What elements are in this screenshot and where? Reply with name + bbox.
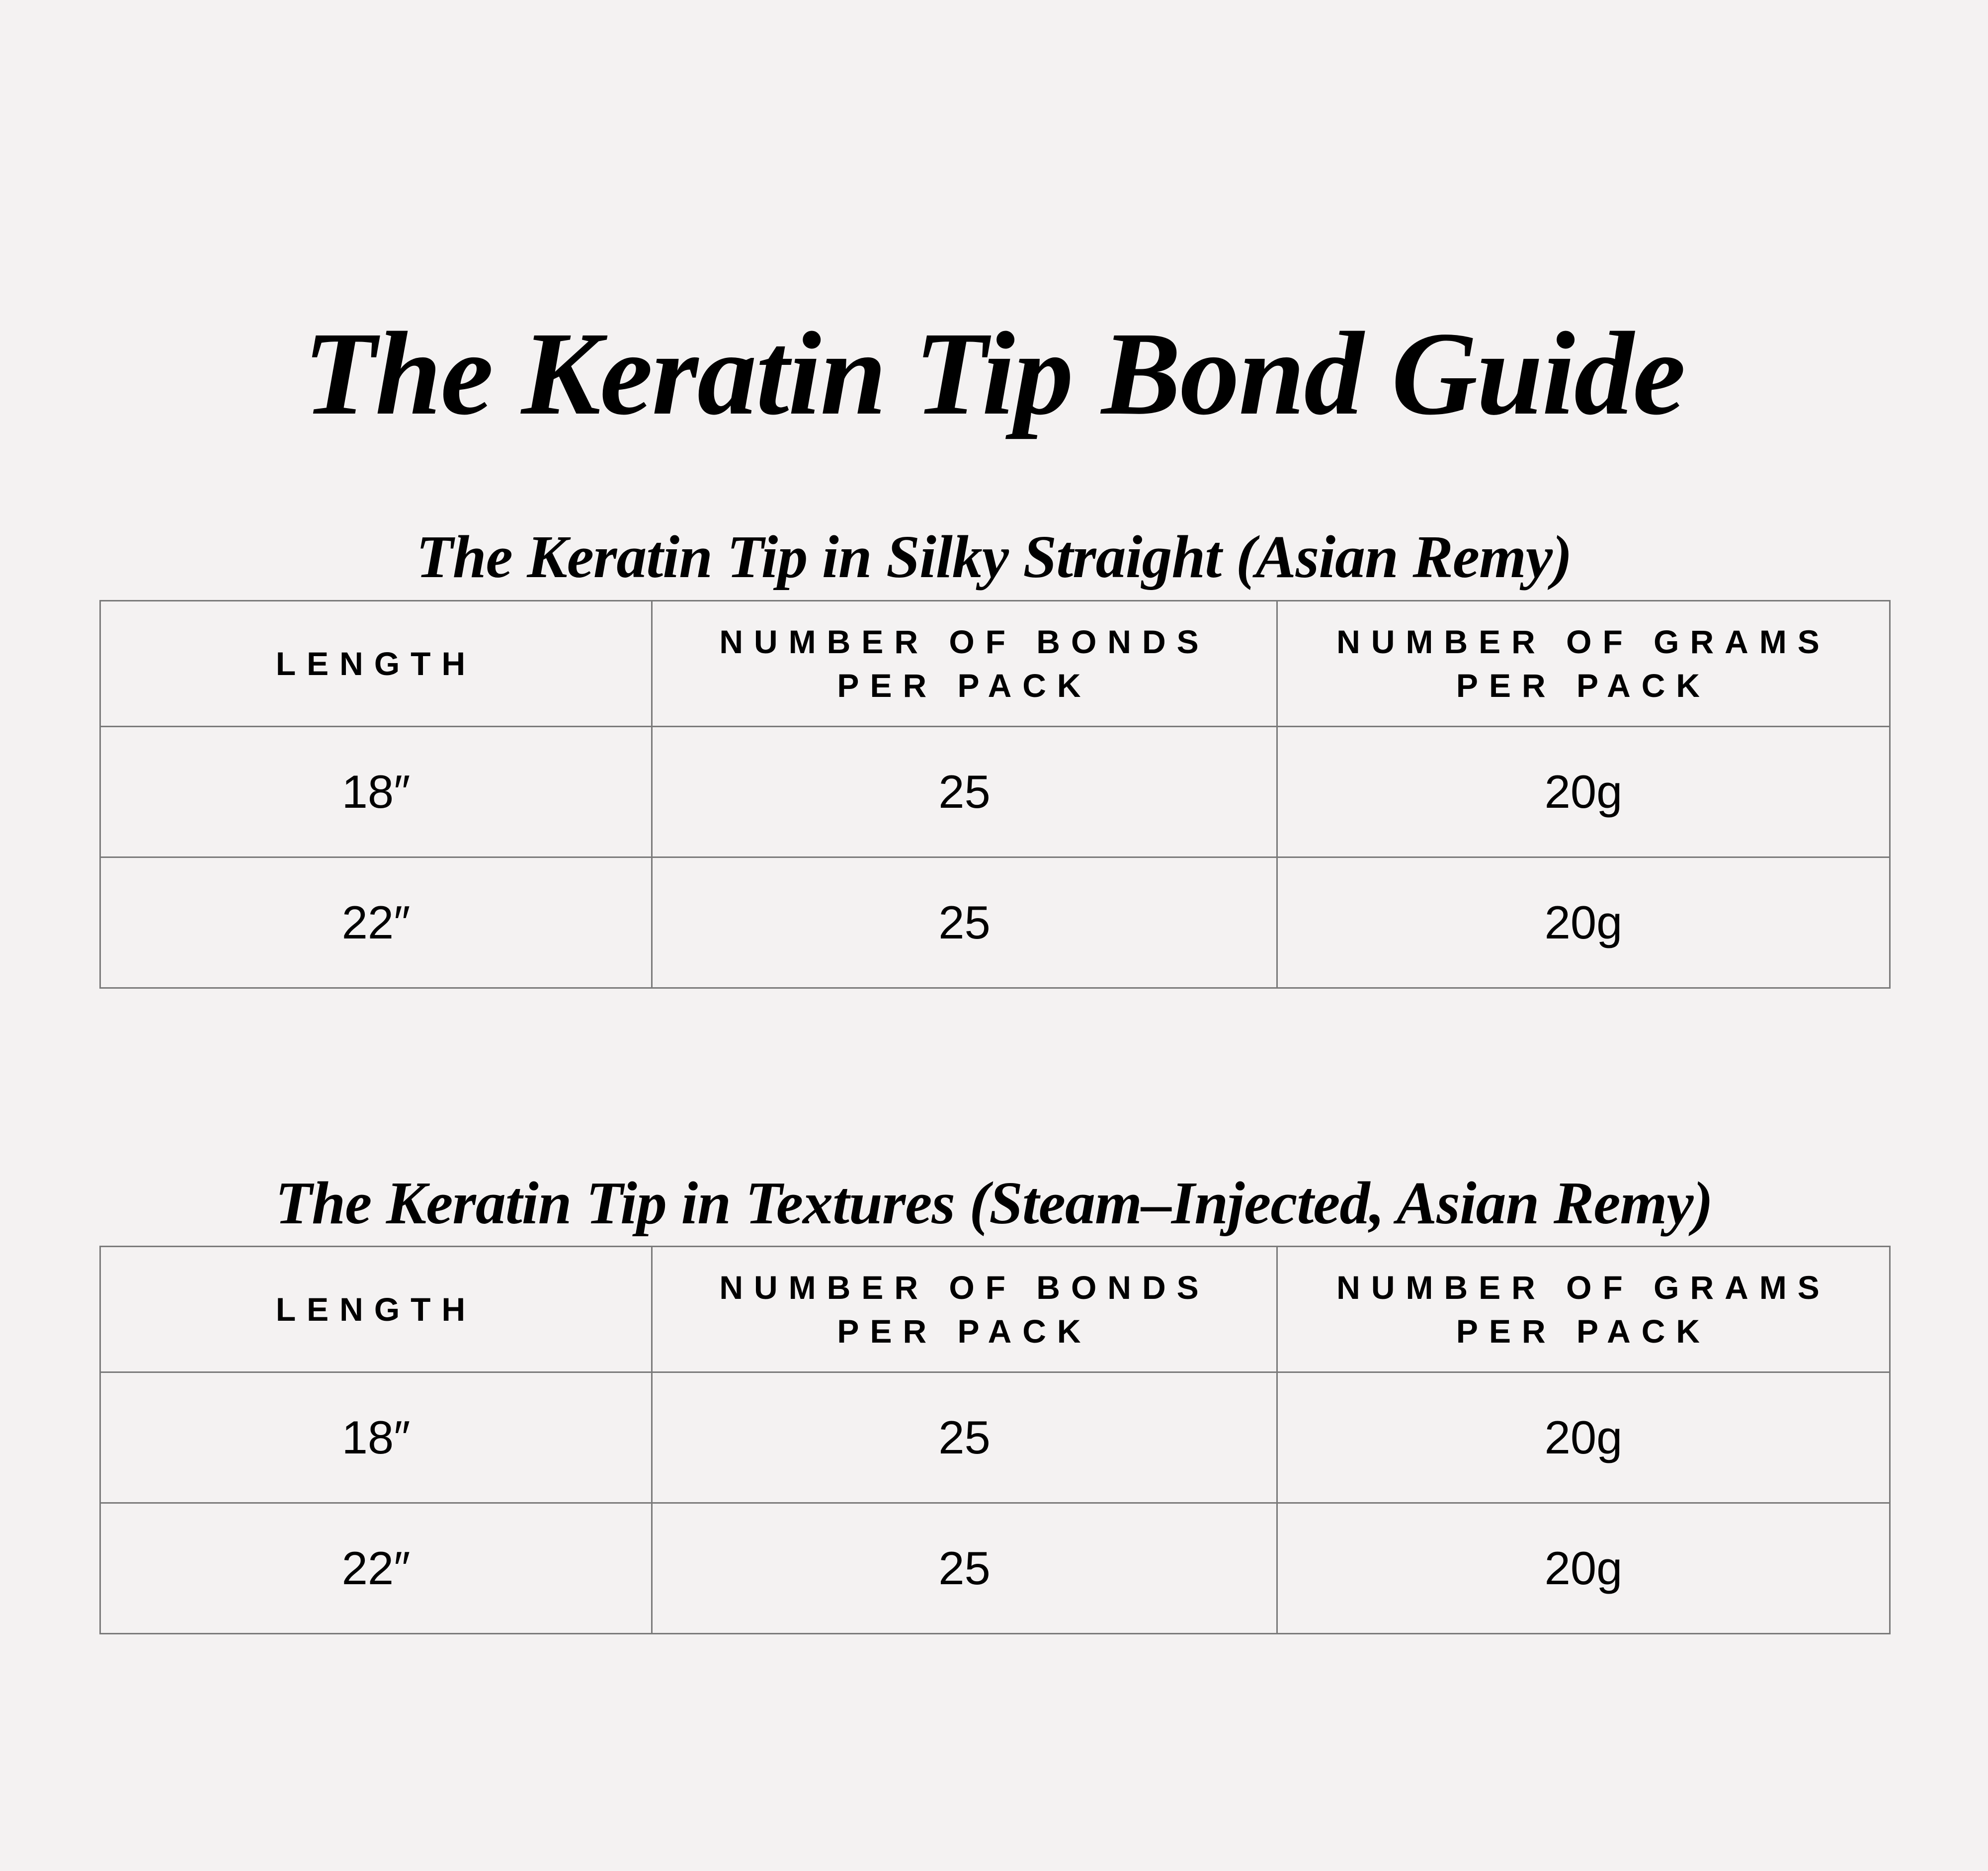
cell-length: 18″ xyxy=(100,727,652,857)
table-row xyxy=(100,727,1890,857)
bond-guide-table-silky-straight xyxy=(99,600,1891,989)
cell-grams: 20g xyxy=(1277,727,1890,857)
bond-guide-table-textures xyxy=(99,1246,1891,1634)
table-row xyxy=(100,1372,1890,1503)
section-subtitle-silky-straight: The Keratin Tip in Silky Straight (Asian Remy) xyxy=(416,523,1572,591)
table-row xyxy=(100,1503,1890,1634)
table-header-row xyxy=(100,601,1890,727)
column-header-bonds: NUMBER OF BONDS PER PACK xyxy=(652,1247,1277,1372)
page-title: The Keratin Tip Bond Guide xyxy=(303,307,1685,439)
column-header-grams: NUMBER OF GRAMS PER PACK xyxy=(1277,601,1890,727)
section-subtitle-textures: The Keratin Tip in Textures (Steam–Injected, Asian Remy) xyxy=(275,1170,1713,1237)
cell-grams: 20g xyxy=(1277,1372,1890,1503)
column-header-grams: NUMBER OF GRAMS PER PACK xyxy=(1277,1247,1890,1372)
column-header-length: LENGTH xyxy=(100,1247,652,1372)
cell-bonds: 25 xyxy=(652,727,1277,857)
table-row xyxy=(100,857,1890,988)
cell-bonds: 25 xyxy=(652,1372,1277,1503)
cell-length: 22″ xyxy=(100,857,652,988)
cell-grams: 20g xyxy=(1277,1503,1890,1634)
column-header-length: LENGTH xyxy=(100,601,652,727)
cell-bonds: 25 xyxy=(652,857,1277,988)
cell-length: 18″ xyxy=(100,1372,652,1503)
cell-grams: 20g xyxy=(1277,857,1890,988)
table-header-row xyxy=(100,1247,1890,1372)
column-header-bonds: NUMBER OF BONDS PER PACK xyxy=(652,601,1277,727)
cell-length: 22″ xyxy=(100,1503,652,1634)
cell-bonds: 25 xyxy=(652,1503,1277,1634)
